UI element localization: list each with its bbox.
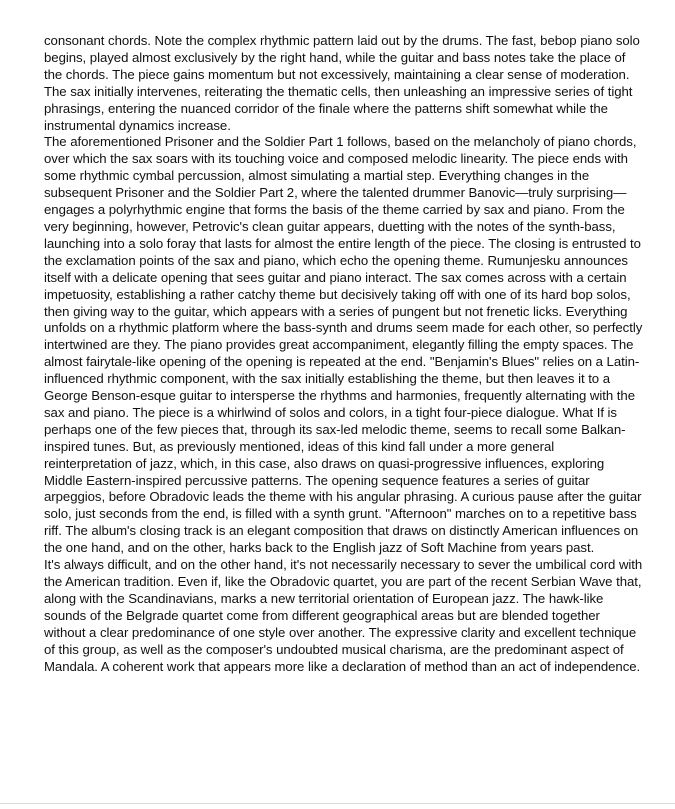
- page-bottom-divider: [0, 803, 675, 804]
- document-body: [44, 33, 644, 675]
- paragraph-3: It's always difficult, and on the other hand, it's not necessarily necessary to sever the umbilical cord with the American tradition. Even if, like the Obradovic quartet, you are part of the recent Serbian Wave that, along with the Scandinavians, marks a new territorial orientation of European jazz. The hawk-like sounds of the Belgrade quartet come from different geographical areas but are blended together without a clear predominance of one style over another. The expressive clarity and excellent technique of this group, as well as the composer's undoubted musical charisma, are the predominant aspect of Mandala. A coherent work that appears more like a declaration of method than an act of independence.: [44, 557, 643, 674]
- paragraph-2: The aforementioned Prisoner and the Soldier Part 1 follows, based on the melancholy of piano chords, over which the sax soars with its touching voice and composed melodic linearity. The piece ends with some rhythmic cymbal percussion, almost simulating a martial step. Everything changes in the subsequent Prisoner and the Soldier Part 2, where the talented drummer Banovic—truly surprising—engages a polyrhythmic engine that forms the basis of the theme carried by sax and piano. From the very beginning, however, Petrovic's clean guitar appears, duetting with the notes of the synth-bass, launching into a solo foray that lasts for almost the entire length of the piece. The closing is entrusted to the exclamation points of the sax and piano, which echo the opening theme. Rumunjesku announces itself with a delicate opening that sees guitar and piano interact. The sax comes across with a certain impetuosity, establishing a rather catchy theme but decisively taking off with one of its hard bop solos, then giving way to the guitar, which appears with a series of pungent but not frenetic licks. Everything unfolds on a rhythmic platform where the bass-synth and drums seem made for each other, so perfectly intertwined are they. The piano provides great accompaniment, elegantly filling the empty spaces. The almost fairytale-like opening of the opening is repeated at the end. "Benjamin's Blues" relies on a Latin-influenced rhythmic component, with the sax initially establishing the theme, but then leaves it to a George Benson-esque guitar to intersperse the rhythms and harmonies, frequently alternating with the sax and piano. The piece is a whirlwind of solos and colors, in a tight four-piece dialogue. What If is perhaps one of the few pieces that, through its sax-led melodic theme, seems to recall some Balkan-inspired tunes. But, as previously mentioned, ideas of this kind fall under a more general reinterpretation of jazz, which, in this case, also draws on quasi-progressive influences, exploring Middle Eastern-inspired percussive patterns. The opening sequence features a series of guitar arpeggios, before Obradovic leads the theme with his angular phrasing. A curious pause after the guitar solo, just seconds from the end, is filled with a synth grunt. "Afternoon" marches on to a repetitive bass riff. The album's closing track is an elegant composition that draws on distinctly American influences on the one hand, and on the other, harks back to the English jazz of Soft Machine from years past.: [44, 134, 643, 556]
- paragraph-1: consonant chords. Note the complex rhythmic pattern laid out by the drums. The fast, bebop piano solo begins, played almost exclusively by the right hand, while the guitar and bass notes take the place of the chords. The piece gains momentum but not excessively, maintaining a clear sense of moderation. The sax initially intervenes, reiterating the thematic cells, then unleashing an impressive series of tight phrasings, entering the nuanced corridor of the finale where the patterns shift somewhat while the instrumental dynamics increase.: [44, 33, 640, 133]
